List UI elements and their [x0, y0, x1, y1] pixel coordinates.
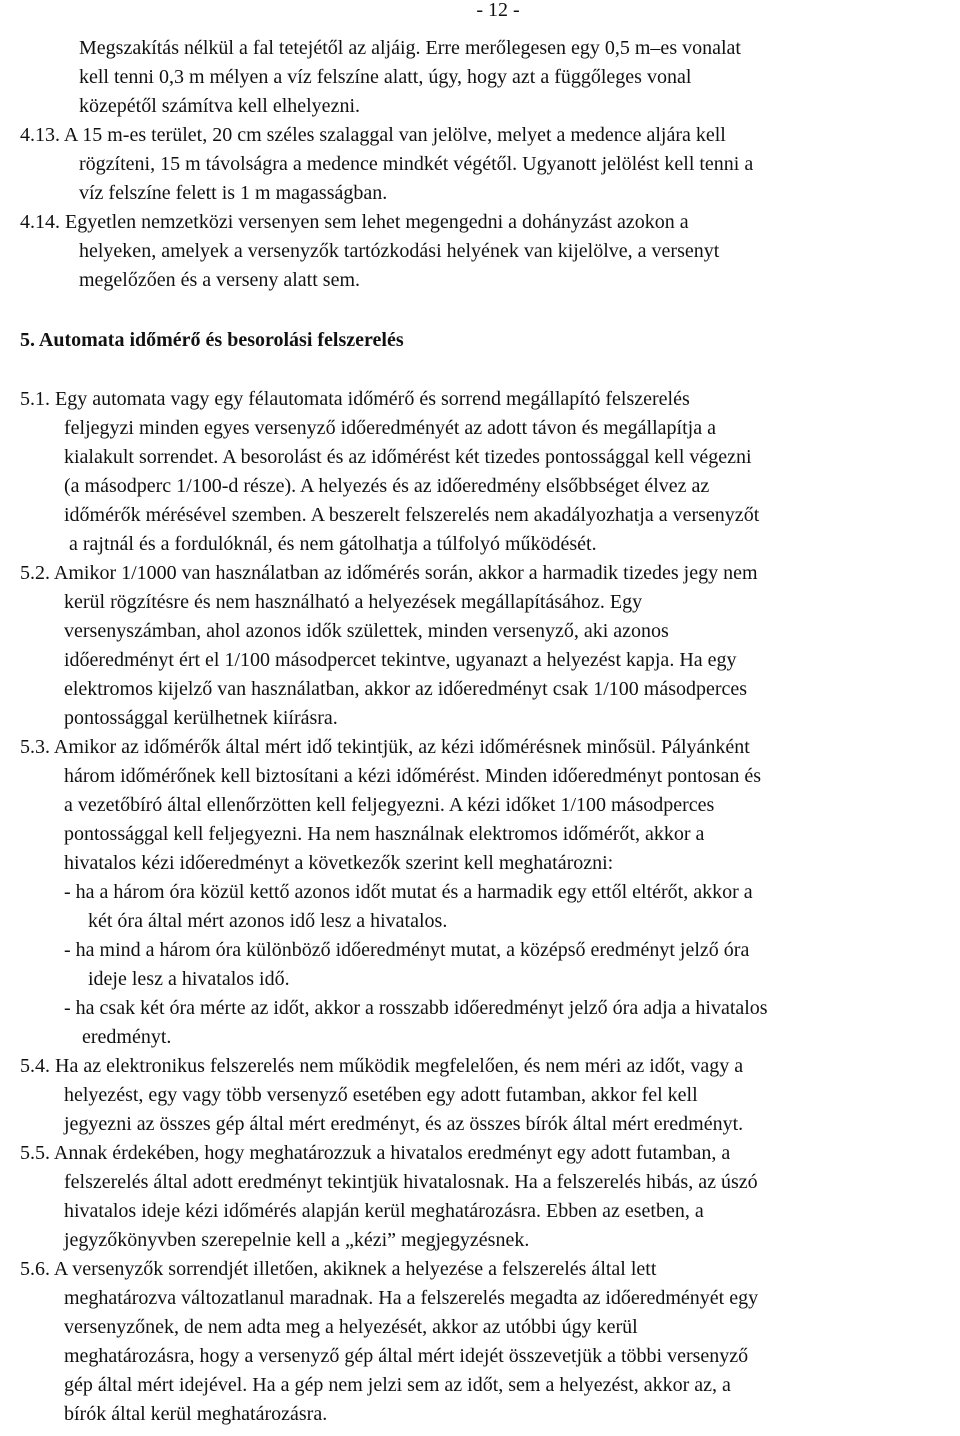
- text-line: 5.3. Amikor az időmérők által mért idő tekintjük, az kézi időmérésnek minősül. Pályánként: [20, 736, 750, 758]
- text-line: 5.6. A versenyzők sorrendjét illetően, akiknek a helyezése a felszerelés által lett: [20, 1258, 657, 1280]
- text-line: meghatározásra, hogy a versenyző gép által mért idejét összevetjük a többi versenyző: [64, 1345, 749, 1367]
- text-line: ideje lesz a hivatalos idő.: [88, 968, 290, 990]
- text-line: meghatározva változatlanul maradnak. Ha a felszerelés megadta az időeredményét egy: [64, 1287, 759, 1309]
- text-line: rögzíteni, 15 m távolságra a medence mindkét végétől. Ugyanott jelölést kell tenni a: [79, 153, 754, 175]
- text-line: időmérők mérésével szemben. A beszerelt felszerelés nem akadályozhatja a versenyzőt: [64, 504, 760, 526]
- text-line: 4.14. Egyetlen nemzetközi versenyen sem lehet megengedni a dohányzást azokon a: [20, 211, 689, 233]
- page-number: - 12 -: [476, 0, 520, 21]
- text-line: közepétől számítva kell elhelyezni.: [79, 95, 360, 117]
- text-line: víz felszíne felett is 1 m magasságban.: [79, 182, 388, 204]
- text-line: jegyzőkönyvben szerepelnie kell a „kézi” megjegyzésnek.: [64, 1229, 530, 1251]
- text-line: 5.2. Amikor 1/1000 van használatban az időmérés során, akkor a harmadik tizedes jegy nem: [20, 562, 758, 584]
- text-line: 5.4. Ha az elektronikus felszerelés nem működik megfelelően, és nem méri az időt, vagy a: [20, 1055, 744, 1077]
- text-line: három időmérőnek kell biztosítani a kézi időmérést. Minden időeredményt pontosan és: [64, 765, 762, 787]
- text-line: 4.13. A 15 m-es terület, 20 cm széles szalaggal van jelölve, melyet a medence aljára kell: [20, 124, 726, 146]
- text-line: versenyzőnek, de nem adta meg a helyezését, akkor az utóbbi úgy kerül: [64, 1316, 638, 1338]
- text-line: hivatalos kézi időeredményt a következők szerint kell meghatározni:: [64, 852, 614, 874]
- text-line: jegyezni az összes gép által mért eredményt, és az összes bírók által mért eredményt.: [64, 1113, 744, 1135]
- text-line: hivatalos ideje kézi időmérés alapján kerül meghatározásra. Ebben az esetben, a: [64, 1200, 704, 1222]
- text-line: 5.5. Annak érdekében, hogy meghatározzuk a hivatalos eredményt egy adott futamban, a: [20, 1142, 731, 1164]
- text-line: gép által mért idejével. Ha a gép nem jelzi sem az időt, sem a helyezést, akkor az, a: [64, 1374, 731, 1396]
- text-line: felszerelés által adott eredményt tekintjük hivatalosnak. Ha a felszerelés hibás, az úszó: [64, 1171, 758, 1193]
- text-line: kerül rögzítésre és nem használható a helyezések megállapításához. Egy: [64, 591, 643, 613]
- list-item: - ha a három óra közül kettő azonos időt mutat és a harmadik egy ettől eltérőt, akkor a: [64, 881, 753, 903]
- text-line: pontossággal kerülhetnek kiírásra.: [64, 707, 338, 729]
- text-line: kialakult sorrendet. A besorolást és az időmérést két tizedes pontossággal kell végezni: [64, 446, 752, 468]
- text-line: pontossággal kell feljegyezni. Ha nem használnak elektromos időmérőt, akkor a: [64, 823, 705, 845]
- list-item: - ha mind a három óra különböző időeredményt mutat, a középső eredményt jelző óra: [64, 939, 750, 961]
- text-line: kell tenni 0,3 m mélyen a víz felszíne alatt, úgy, hogy azt a függőleges vonal: [79, 66, 692, 88]
- text-line: (a másodperc 1/100-d része). A helyezés és az időeredmény elsőbbséget élvez az: [64, 475, 710, 497]
- text-line: a vezetőbíró által ellenőrzötten kell feljegyezni. A kézi időket 1/100 másodperces: [64, 794, 715, 816]
- text-line: a rajtnál és a fordulóknál, és nem gátolhatja a túlfolyó működését.: [69, 533, 597, 555]
- text-line: versenyszámban, ahol azonos idők születtek, minden versenyző, aki azonos: [64, 620, 669, 642]
- text-line: megelőzően és a verseny alatt sem.: [79, 269, 360, 291]
- section-heading: 5. Automata időmérő és besorolási felszerelés: [20, 329, 404, 351]
- list-item: - ha csak két óra mérte az időt, akkor a rosszabb időeredményt jelző óra adja a hivatalos: [64, 997, 768, 1019]
- text-line: 5.1. Egy automata vagy egy félautomata időmérő és sorrend megállapító felszerelés: [20, 388, 690, 410]
- text-line: feljegyzi minden egyes versenyző időeredményét az adott távon és megállapítja a: [64, 417, 716, 439]
- text-line: két óra által mért azonos idő lesz a hivatalos.: [88, 910, 448, 932]
- text-line: bírók által kerül meghatározásra.: [64, 1403, 328, 1425]
- text-line: helyeken, amelyek a versenyzők tartózkodási helyének van kijelölve, a versenyt: [79, 240, 720, 262]
- text-line: Megszakítás nélkül a fal tetejétől az aljáig. Erre merőlegesen egy 0,5 m–es vonalat: [79, 37, 741, 59]
- text-line: időeredményt ért el 1/100 másodpercet tekintve, ugyanazt a helyezést kapja. Ha egy: [64, 649, 737, 671]
- text-line: helyezést, egy vagy több versenyző esetében egy adott futamban, akkor fel kell: [64, 1084, 698, 1106]
- text-line: elektromos kijelző van használatban, akkor az időeredményt csak 1/100 másodperces: [64, 678, 748, 700]
- text-line: eredményt.: [82, 1026, 172, 1048]
